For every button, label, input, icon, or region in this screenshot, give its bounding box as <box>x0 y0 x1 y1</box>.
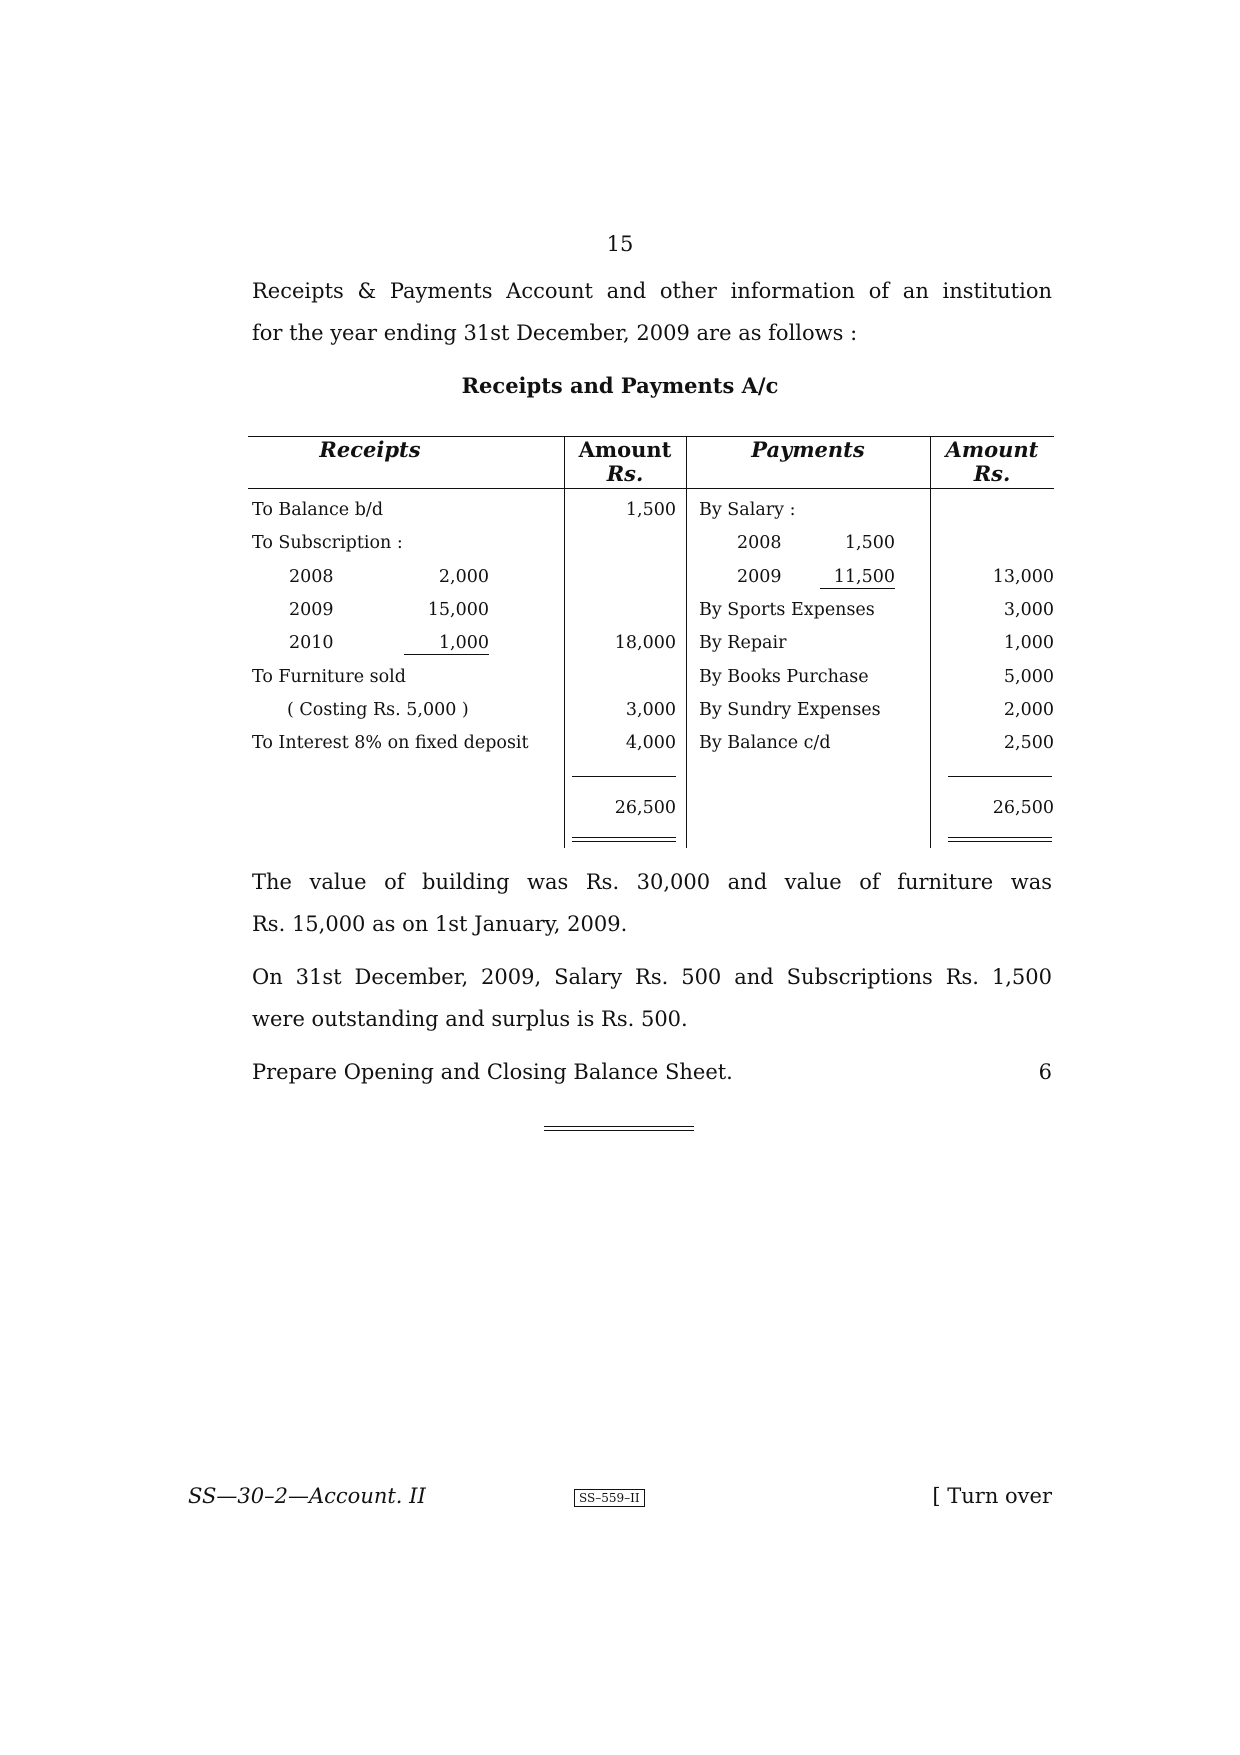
payment-repair-amount: 1,000 <box>1003 633 1054 653</box>
marks: 6 <box>1038 1060 1052 1084</box>
receipts-payments-table <box>248 436 1054 848</box>
payment-balance-cd-amount: 2,500 <box>1003 733 1054 753</box>
payment-books-amount: 5,000 <box>1003 667 1054 687</box>
receipt-interest-amount: 4,000 <box>625 733 676 753</box>
end-double-rule <box>544 1126 694 1131</box>
subscription-amount: 15,000 <box>427 600 489 620</box>
column-divider <box>686 436 687 848</box>
paragraph-outstanding-line-1: On 31st December, 2009, Salary Rs. 500 and Subscriptions Rs. 1,500 <box>252 965 1052 989</box>
double-rule <box>572 841 676 842</box>
payment-sports-amount: 3,000 <box>1003 600 1054 620</box>
receipt-subscription: To Subscription : <box>252 533 403 553</box>
footer-turn-over: [ Turn over <box>932 1484 1052 1508</box>
receipt-furniture-costing: ( Costing Rs. 5,000 ) <box>287 700 469 720</box>
paragraph-outstanding-line-2: were outstanding and surplus is Rs. 500. <box>252 1007 688 1031</box>
subscription-total: 18,000 <box>614 633 676 653</box>
payment-sports: By Sports Expenses <box>699 600 875 620</box>
payment-sundry: By Sundry Expenses <box>699 700 881 720</box>
table-title: Receipts and Payments A/c <box>461 373 779 398</box>
amount-unit: Rs. <box>606 461 644 486</box>
paragraph-values-line-2: Rs. 15,000 as on 1st January, 2009. <box>252 912 628 936</box>
payment-repair: By Repair <box>699 633 787 653</box>
salary-year: 2009 <box>737 567 782 587</box>
paragraph-values <box>252 861 1052 945</box>
receipt-balance-bd: To Balance b/d <box>252 500 384 520</box>
footer-paper-code: SS—30–2—Account. II <box>188 1484 426 1508</box>
receipts-total: 26,500 <box>614 798 676 818</box>
paragraph-outstanding <box>252 956 1052 1040</box>
subscription-amount: 1,000 <box>404 633 489 655</box>
subscription-year: 2009 <box>289 600 334 620</box>
payments-total: 26,500 <box>992 798 1054 818</box>
double-rule <box>948 841 1052 842</box>
intro-line-2: for the year ending 31st December, 2009 are as follows : <box>252 321 858 345</box>
subscription-amount: 2,000 <box>438 567 489 587</box>
subscription-year: 2008 <box>289 567 334 587</box>
header-amount-receipts <box>564 438 686 486</box>
amount-label: Amount <box>945 437 1039 462</box>
instruction: Prepare Opening and Closing Balance Sheet. <box>252 1060 733 1084</box>
salary-amount: 11,500 <box>820 567 895 589</box>
subscription-year: 2010 <box>289 633 334 653</box>
payment-salary: By Salary : <box>699 500 796 520</box>
header-amount-payments <box>930 438 1054 486</box>
page-number: 15 <box>606 232 634 256</box>
salary-amount: 1,500 <box>844 533 895 553</box>
paragraph-values-line-1: The value of building was Rs. 30,000 and value of furniture was <box>252 870 1052 894</box>
double-rule <box>948 837 1052 838</box>
footer-boxed-code: SS–559–II <box>574 1489 645 1507</box>
payment-books: By Books Purchase <box>699 667 869 687</box>
header-payments: Payments <box>751 437 865 462</box>
receipt-furniture-amount: 3,000 <box>625 700 676 720</box>
table-header-rule <box>248 488 1054 489</box>
receipt-furniture-sold: To Furniture sold <box>252 667 406 687</box>
total-rule <box>572 776 676 777</box>
receipt-balance-bd-amount: 1,500 <box>625 500 676 520</box>
salary-year: 2008 <box>737 533 782 553</box>
total-rule <box>948 776 1052 777</box>
subscription-amount-cell <box>400 633 489 655</box>
intro-paragraph <box>252 270 1052 354</box>
payment-balance-cd: By Balance c/d <box>699 733 831 753</box>
salary-total: 13,000 <box>992 567 1054 587</box>
amount-label: Amount <box>578 437 672 462</box>
amount-unit: Rs. <box>973 461 1011 486</box>
intro-line-1: Receipts & Payments Account and other information of an institution <box>252 279 1052 303</box>
header-receipts: Receipts <box>319 437 421 462</box>
payment-sundry-amount: 2,000 <box>1003 700 1054 720</box>
receipt-interest: To Interest 8% on fixed deposit <box>252 733 529 753</box>
salary-amount-cell <box>804 567 895 589</box>
double-rule <box>572 837 676 838</box>
